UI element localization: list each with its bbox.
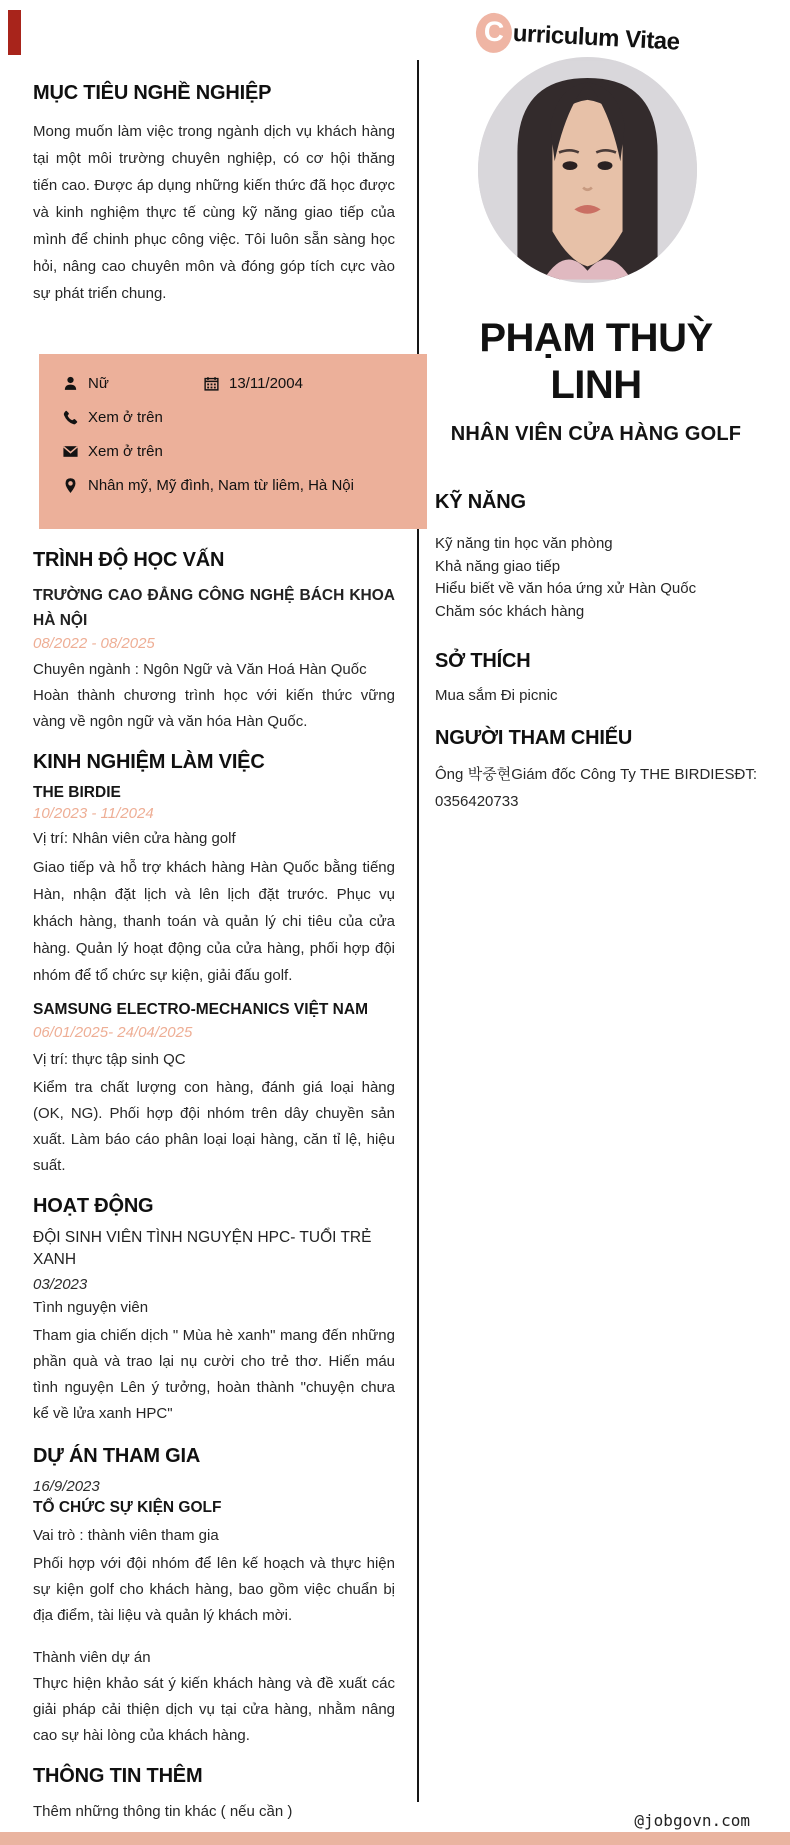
job-position: Vị trí: thực tập sinh QC <box>33 1051 186 1068</box>
corner-red-mark <box>8 10 21 55</box>
project-date: 16/9/2023 <box>33 1478 100 1495</box>
project-member-role: Thành viên dự án <box>33 1649 151 1666</box>
job-description: Kiểm tra chất lượng con hàng, đánh giá loại hàng (OK, NG). Phối hợp đội nhóm trên dây chuyền sản xuất. Làm báo cáo phân loại loại hàng, căn tỉ lệ, hiệu suất. <box>33 1079 395 1174</box>
person-icon <box>62 375 79 392</box>
info-row-address <box>62 468 427 502</box>
job-position: Vị trí: Nhân viên cửa hàng golf <box>33 830 236 847</box>
footer-accent-bar <box>0 1832 790 1845</box>
gender-value: Nữ <box>88 374 109 392</box>
gender-cell <box>62 375 109 392</box>
birthday-cell <box>203 366 303 400</box>
references-text: Ông 박중현Giám đốc Công Ty THE BIRDIESĐT: 0356420733 <box>435 766 757 810</box>
email-cell <box>62 443 163 460</box>
skill-item: Hiểu biết về văn hóa ứng xử Hàn Quốc <box>435 580 697 597</box>
phone-cell <box>62 409 163 426</box>
skill-item: Khả năng giao tiếp <box>435 557 561 575</box>
skill-item: Chăm sóc khách hàng <box>435 602 585 620</box>
activity-description: Tham gia chiến dịch " Mùa hè xanh" mang đến những phần quà và trao lại nụ cười cho trẻ thơ. Hiến máu tình nguyện Lên ý tưởng, hoàn thành "chuyện chưa kể về lửa xanh HPC" <box>33 1327 395 1422</box>
info-row-phone <box>62 400 427 434</box>
candidate-name: PHẠM THUỲ LINH <box>479 316 713 407</box>
phone-value: Xem ở trên <box>88 408 163 426</box>
address-value: Nhân mỹ, Mỹ đình, Nam từ liêm, Hà Nội <box>88 476 354 494</box>
address-cell <box>62 477 354 494</box>
education-period: 08/2022 - 08/2025 <box>33 635 155 652</box>
activities-heading: HOẠT ĐỘNG <box>33 1195 154 1217</box>
project-description: Phối hợp với đội nhóm để lên kế hoạch và thực hiện sự kiện golf cho khách hàng, bao gồm việc chuẩn bị địa điểm, tài liệu và quản lý khách mời. <box>33 1555 395 1624</box>
project-member-description: Thực hiện khảo sát ý kiến khách hàng và đề xuất các giải pháp cải thiện dịch vụ tại cửa hàng, nhằm nâng cao sự hài lòng của khách hàng. <box>33 1675 395 1744</box>
education-school: TRƯỜNG CAO ĐẲNG CÔNG NGHỆ BÁCH KHOA HÀ NỘI <box>33 587 395 629</box>
calendar-icon <box>203 375 220 392</box>
watermark-text: @jobgovn.com <box>634 1811 750 1830</box>
skills-list <box>435 533 757 623</box>
left-column <box>33 0 395 1825</box>
personal-info-box <box>39 354 427 529</box>
job-description: Giao tiếp và hỗ trợ khách hàng Hàn Quốc bằng tiếng Hàn, nhận đặt lịch và lên lịch đặt trước. Phục vụ khách hàng, thanh toán và quản lý chi tiêu của cửa hàng. Quản lý hoạt động của cửa hàng, phối hợp đội nhóm để tổ chức sự kiện, giải đấu golf. <box>33 859 395 984</box>
skills-heading: KỸ NĂNG <box>435 491 526 513</box>
job-company: SAMSUNG ELECTRO-MECHANICS VIỆT NAM <box>33 1001 368 1018</box>
activity-organization: ĐỘI SINH VIÊN TÌNH NGUYỆN HPC- TUỔI TRẺ XANH <box>33 1229 372 1268</box>
job-period: 06/01/2025- 24/04/2025 <box>33 1024 193 1041</box>
additional-info-text: Thêm những thông tin khác ( nếu cần ) <box>33 1803 293 1820</box>
email-value: Xem ở trên <box>88 442 163 460</box>
phone-icon <box>62 409 79 426</box>
job-period: 10/2023 - 11/2024 <box>33 805 154 822</box>
hobbies-text: Mua sắm Đi picnic <box>435 687 558 704</box>
right-column <box>435 0 757 815</box>
candidate-title: NHÂN VIÊN CỬA HÀNG GOLF <box>450 423 742 445</box>
job-company: THE BIRDIE <box>33 784 121 801</box>
info-row-email <box>62 434 427 468</box>
education-description: Hoàn thành chương trình học với kiến thức vững vàng về ngôn ngữ và văn hóa Hàn Quốc. <box>33 687 395 730</box>
additional-info-heading: THÔNG TIN THÊM <box>33 1765 203 1787</box>
column-divider <box>417 60 419 1802</box>
project-name: TỔ CHỨC SỰ KIỆN GOLF <box>33 1499 222 1516</box>
activity-role: Tình nguyện viên <box>33 1299 149 1316</box>
activity-period: 03/2023 <box>33 1276 88 1293</box>
birthday-value: 13/11/2004 <box>229 374 303 392</box>
experience-heading: KINH NGHIỆM LÀM VIỆC <box>33 751 265 773</box>
info-row-gender-birthday <box>62 366 427 400</box>
logo-c-icon: C <box>475 12 513 54</box>
logo-text: urriculum Vitae <box>512 19 681 56</box>
project-role: Vai trò : thành viên tham gia <box>33 1527 219 1544</box>
location-pin-icon <box>62 477 79 494</box>
education-major: Chuyên ngành : Ngôn Ngữ và Văn Hoá Hàn Quốc <box>33 661 367 678</box>
objective-text: Mong muốn làm việc trong ngành dịch vụ khách hàng tại một môi trường chuyên nghiệp, có cơ hội thăng tiến cao. Được áp dụng những kiến thức đã học được và kinh nghiệm thực tế cùng kỹ năng giao tiếp của mình để chinh phục công việc. Tôi luôn sẵn sàng học hỏi, nâng cao chuyên môn và đóng góp tích cực vào sự phát triển chung. <box>33 123 395 302</box>
objective-heading: MỤC TIÊU NGHỀ NGHIỆP <box>33 82 272 104</box>
envelope-icon <box>62 443 79 460</box>
skill-item: Kỹ năng tin học văn phòng <box>435 535 613 552</box>
projects-heading: DỰ ÁN THAM GIA <box>33 1445 201 1467</box>
education-heading: TRÌNH ĐỘ HỌC VẤN <box>33 549 225 571</box>
references-heading: NGƯỜI THAM CHIẾU <box>435 727 633 749</box>
hobbies-heading: SỞ THÍCH <box>435 650 531 672</box>
